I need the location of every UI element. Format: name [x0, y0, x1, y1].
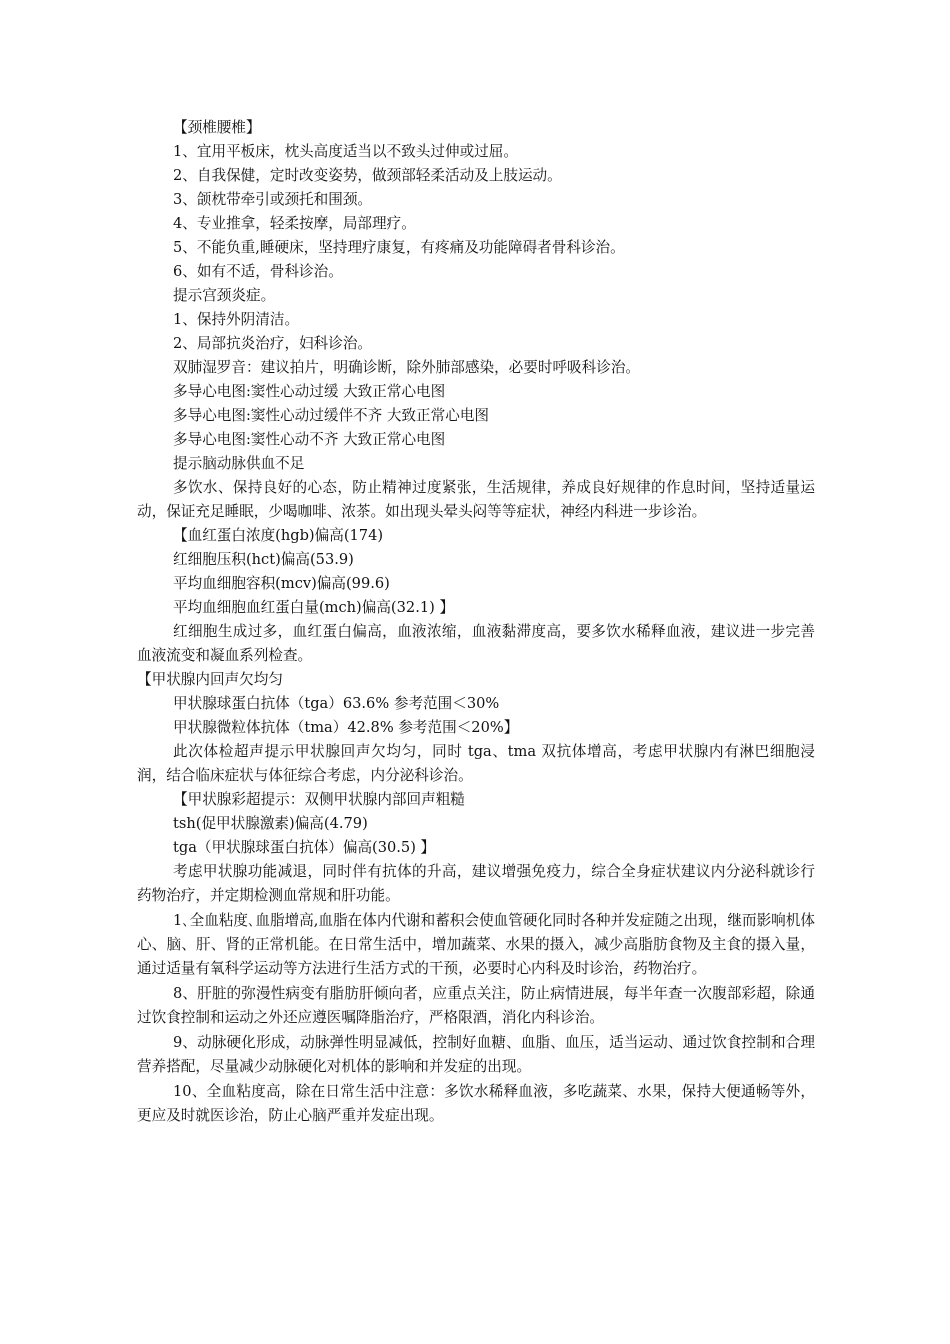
- advice-paragraph-fatty-liver: 8、肝脏的弥漫性病变有脂肪肝倾向者，应重点关注，防止病情进展，每半年查一次腹部彩超，除通过饮食控制和运动之外还应遵医嘱降脂治疗，严格限酒，消化内科诊治。: [137, 985, 815, 1026]
- lab-result-tsh: tsh(促甲状腺激素)偏高(4.79): [173, 815, 368, 832]
- document-body: [137, 116, 815, 1128]
- advice-item: 5、不能负重,睡硬床，坚持理疗康复，有疼痛及功能障碍者骨科诊治。: [173, 239, 625, 256]
- advice-item: 2、局部抗炎治疗，妇科诊治。: [173, 335, 373, 352]
- advice-item: 1、宜用平板床，枕头高度适当以不致头过伸或过屈。: [173, 143, 518, 160]
- advice-paragraph-arteriosclerosis: 9、动脉硬化形成，动脉弹性明显减低，控制好血糖、血脂、血压，适当运动、通过饮食控制和合理营养搭配，尽量减少动脉硬化对机体的影响和并发症的出现。: [137, 1034, 815, 1075]
- advice-paragraph-cerebral: 多饮水、保持良好的心态，防止精神过度紧张，生活规律，养成良好规律的作息时间，坚持适量运动，保证充足睡眠，少喝咖啡、浓茶。如出现头晕头闷等等症状，神经内科进一步诊治。: [137, 479, 815, 520]
- lab-result-mcv: 平均血细胞容积(mcv)偏高(99.6): [173, 575, 390, 592]
- advice-paragraph-hypothyroid: 考虑甲状腺功能减退，同时伴有抗体的升高，建议增强免疫力，综合全身症状建议内分泌科就诊行药物治疗，并定期检测血常规和肝功能。: [137, 863, 815, 904]
- advice-item: 4、专业推拿，轻柔按摩，局部理疗。: [173, 215, 416, 232]
- finding-heading-cervicitis: 提示宫颈炎症。: [173, 287, 276, 304]
- advice-paragraph-blood: 红细胞生成过多，血红蛋白偏高，血液浓缩，血液黏滞度高，要多饮水稀释血液，建议进一步完善血液流变和凝血系列检查。: [137, 623, 815, 664]
- advice-paragraph-blood-viscosity: 10、全血粘度高，除在日常生活中注意：多饮水稀释血液，多吃蔬菜、水果，保持大便通畅等外，更应及时就医诊治，防止心脑严重并发症出现。: [137, 1083, 815, 1124]
- finding-lung-rales: 双肺湿罗音：建议拍片，明确诊断，除外肺部感染，必要时呼吸科诊治。: [173, 359, 641, 376]
- lab-result-hct: 红细胞压积(hct)偏高(53.9): [173, 551, 354, 568]
- lab-result-tma: 甲状腺微粒体抗体（tma）42.8% 参考范围＜20%】: [173, 719, 519, 736]
- lab-result-hgb: 【血红蛋白浓度(hgb)偏高(174): [173, 527, 384, 544]
- finding-heading-cerebral-blood: 提示脑动脉供血不足: [173, 455, 305, 472]
- lab-result-tga: 甲状腺球蛋白抗体（tga）63.6% 参考范围＜30%: [173, 695, 500, 712]
- lab-result-tga-2: tga（甲状腺球蛋白抗体）偏高(30.5) 】: [173, 839, 436, 856]
- section-heading-cervical-lumbar: 【颈椎腰椎】: [173, 119, 261, 136]
- finding-heading-thyroid-ultrasound: 【甲状腺彩超提示：双侧甲状腺内部回声粗糙: [173, 791, 465, 808]
- finding-heading-thyroid-echo: 【甲状腺内回声欠均匀: [137, 671, 283, 688]
- lab-result-mch: 平均血细胞血红蛋白量(mch)偏高(32.1) 】: [173, 599, 455, 616]
- advice-item: 6、如有不适，骨科诊治。: [173, 263, 343, 280]
- finding-ecg: 多导心电图:窦性心动过缓 大致正常心电图: [173, 383, 446, 400]
- advice-paragraph-thyroid: 此次体检超声提示甲状腺回声欠均匀，同时 tga、tma 双抗体增高，考虑甲状腺内有淋巴细胞浸润，结合临床症状与体征综合考虑，内分泌科诊治。: [137, 743, 815, 784]
- advice-item: 2、自我保健，定时改变姿势，做颈部轻柔活动及上肢运动。: [173, 167, 562, 184]
- advice-paragraph-lipids: 1､全血粘度､血脂增高,血脂在体内代谢和蓄积会使血管硬化同时各种并发症随之出现，继而影响机体心、脑、肝、肾的正常机能。在日常生活中，增加蔬菜、水果的摄入，减少高脂肪食物及主食的摄入量，通过适量有氧科学运动等方法进行生活方式的干预，必要时心内科及时诊治，药物治疗。: [137, 912, 815, 977]
- advice-item: 3、颌枕带牵引或颈托和围颈。: [173, 191, 373, 208]
- finding-ecg: 多导心电图:窦性心动过缓伴不齐 大致正常心电图: [173, 407, 490, 424]
- advice-item: 1、保持外阴清洁。: [173, 311, 300, 328]
- finding-ecg: 多导心电图:窦性心动不齐 大致正常心电图: [173, 431, 446, 448]
